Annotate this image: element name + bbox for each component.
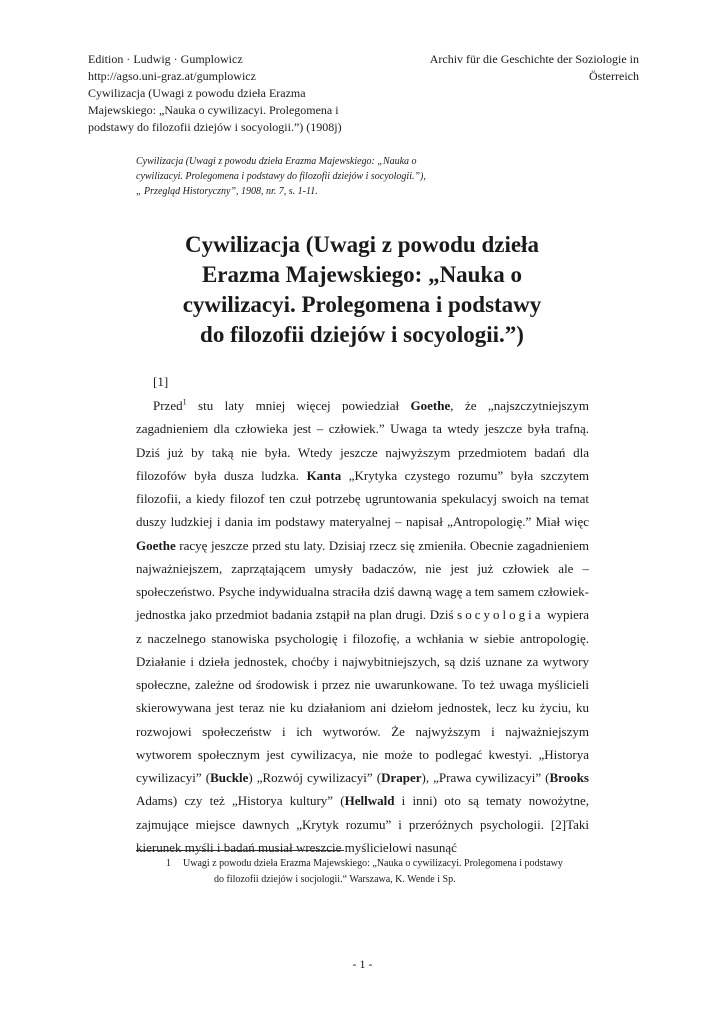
body-text: racyę jeszcze przed stu laty. Dzisiaj rzecz się zmieniła. Obecnie zagadnieniem najważniejszem, zaprzątającem umysły badaczów, nie jest już człowiek ale – społeczeństwo. Psyche indywidualna straciła dziś dawną wagę a tem samem człowiek-jednostka jako przedmiot badania zstąpił na plan drugi. Dziś: [136, 537, 589, 623]
body-text: Adams) czy też „Historya kultury” (: [136, 793, 345, 809]
source-line-2: cywilizacyi. Prolegomena i podstawy do filozofii dziejów i socyologii.”),: [136, 171, 426, 182]
name-goethe: Goethe: [410, 398, 451, 413]
footnote-divider: [136, 850, 344, 851]
header-edition: Edition · Ludwig · Gumplowicz: [88, 52, 243, 66]
title-line-1: Cywilizacja (Uwagi z powodu dzieła: [185, 232, 539, 257]
body-text: i inni) oto są tematy nowożytne, zajmujące miejsce dawnych „Krytyk rozumu” i przeróżnych psychologii. [2]Taki kierunek myśli i badań musiał wreszcie myślicielowi nasunąć: [136, 793, 589, 855]
title-line-3: cywilizacyi. Prolegomena i podstawy: [182, 292, 542, 317]
body-text: stu laty mniej więcej powiedział: [186, 398, 411, 413]
source-line-1: Cywilizacja (Uwagi z powodu dzieła Erazma Majewskiego: „Nauka o: [136, 156, 417, 167]
source-citation: [136, 154, 466, 199]
name-buckle: Buckle: [210, 770, 249, 785]
spaced-term-socyologia: socyologia: [457, 607, 544, 623]
footnote-number: 1: [166, 858, 171, 869]
header-work-title-3: podstawy do filozofii dziejów i socyologii.”) (1908j): [88, 120, 342, 134]
name-goethe: Goethe: [136, 537, 176, 553]
header-url: http://agso.uni-graz.at/gumplowicz: [88, 69, 256, 83]
name-draper: Draper: [381, 770, 422, 785]
body-text: „Krytyka czystego rozumu” była szczytem filozofii, a kiedy filozof ten czuł potrzebę ugruntowania spekulacyj swoich na temat duszy ludzkiej i dania im podstawy materyalnej – napisał „Antropologię.” Miał więc: [136, 467, 589, 530]
section-marker: [1]: [153, 374, 169, 389]
body-text: wypiera z naczelnego stanowiska psychologię i filozofię, a wchłania w siebie antropologię. Działanie i dzieła jednostek, choćby i najwybitniejszych, są dziś uznane za wytwory społeczne, zależne od środowisk i przez nie uwarunkowane. To też uwaga myślicieli skierowywana jest teraz nie ku działaniom ani dziełom jednostek, lecz ku życiu, ku rozwojowi społeczeństw i ich wytworów. Że najwyższym i najważniejszym wytworem społecznym jest cywilizacya, nie może to podlegać kwestyi. „Historya cywilizacyi” (: [136, 607, 590, 785]
header-work-title-2: Majewskiego: „Nauka o cywilizacyi. Prolegomena i: [88, 103, 339, 117]
name-kanta: Kanta: [306, 467, 342, 483]
footnote: [136, 856, 589, 888]
running-header-right: Archiv für die Geschichte der Soziologie in Österreich: [429, 52, 639, 83]
footnote-ref[interactable]: 1: [182, 397, 187, 407]
footnote-line-1: Uwagi z powodu dzieła Erazma Majewskiego: „Nauka o cywilizacyi. Prolegomena i podstawy: [183, 858, 563, 869]
name-brooks: Brooks: [549, 770, 589, 785]
title-line-4: do filozofii dziejów i socyologii.”): [200, 322, 524, 347]
title-line-2: Erazma Majewskiego: „Nauka o: [201, 262, 523, 287]
body-paragraph: [136, 394, 589, 859]
running-header-left: [88, 51, 378, 136]
footnote-line-2: do filozofii dziejów i socjologii.“ Warszawa, K. Wende i Sp.: [214, 874, 456, 885]
page-number: - 1 -: [352, 957, 373, 971]
body-text: , że „najszczytniejszym zagadnieniem dla człowieka jest – człowiek.” Uwaga ta wtedy jeszcze była trafną. Dziś już by taką nie była. Wtedy jeszcze najwyższym przedmiotem badań dla filozofów była dusza ludzka.: [136, 398, 590, 483]
document-title: [112, 230, 612, 350]
header-work-title-1: Cywilizacja (Uwagi z powodu dzieła Erazma: [88, 86, 306, 100]
body-text: ), „Prawa cywilizacyi” (: [421, 770, 550, 785]
body-text: Przed: [153, 398, 183, 413]
name-hellwald: Hellwald: [344, 793, 395, 809]
source-line-3: „ Przegląd Historyczny”, 1908, nr. 7, s. 1-11.: [136, 186, 318, 197]
body-text: ) „Rozwój cywilizacyi” (: [248, 770, 382, 785]
